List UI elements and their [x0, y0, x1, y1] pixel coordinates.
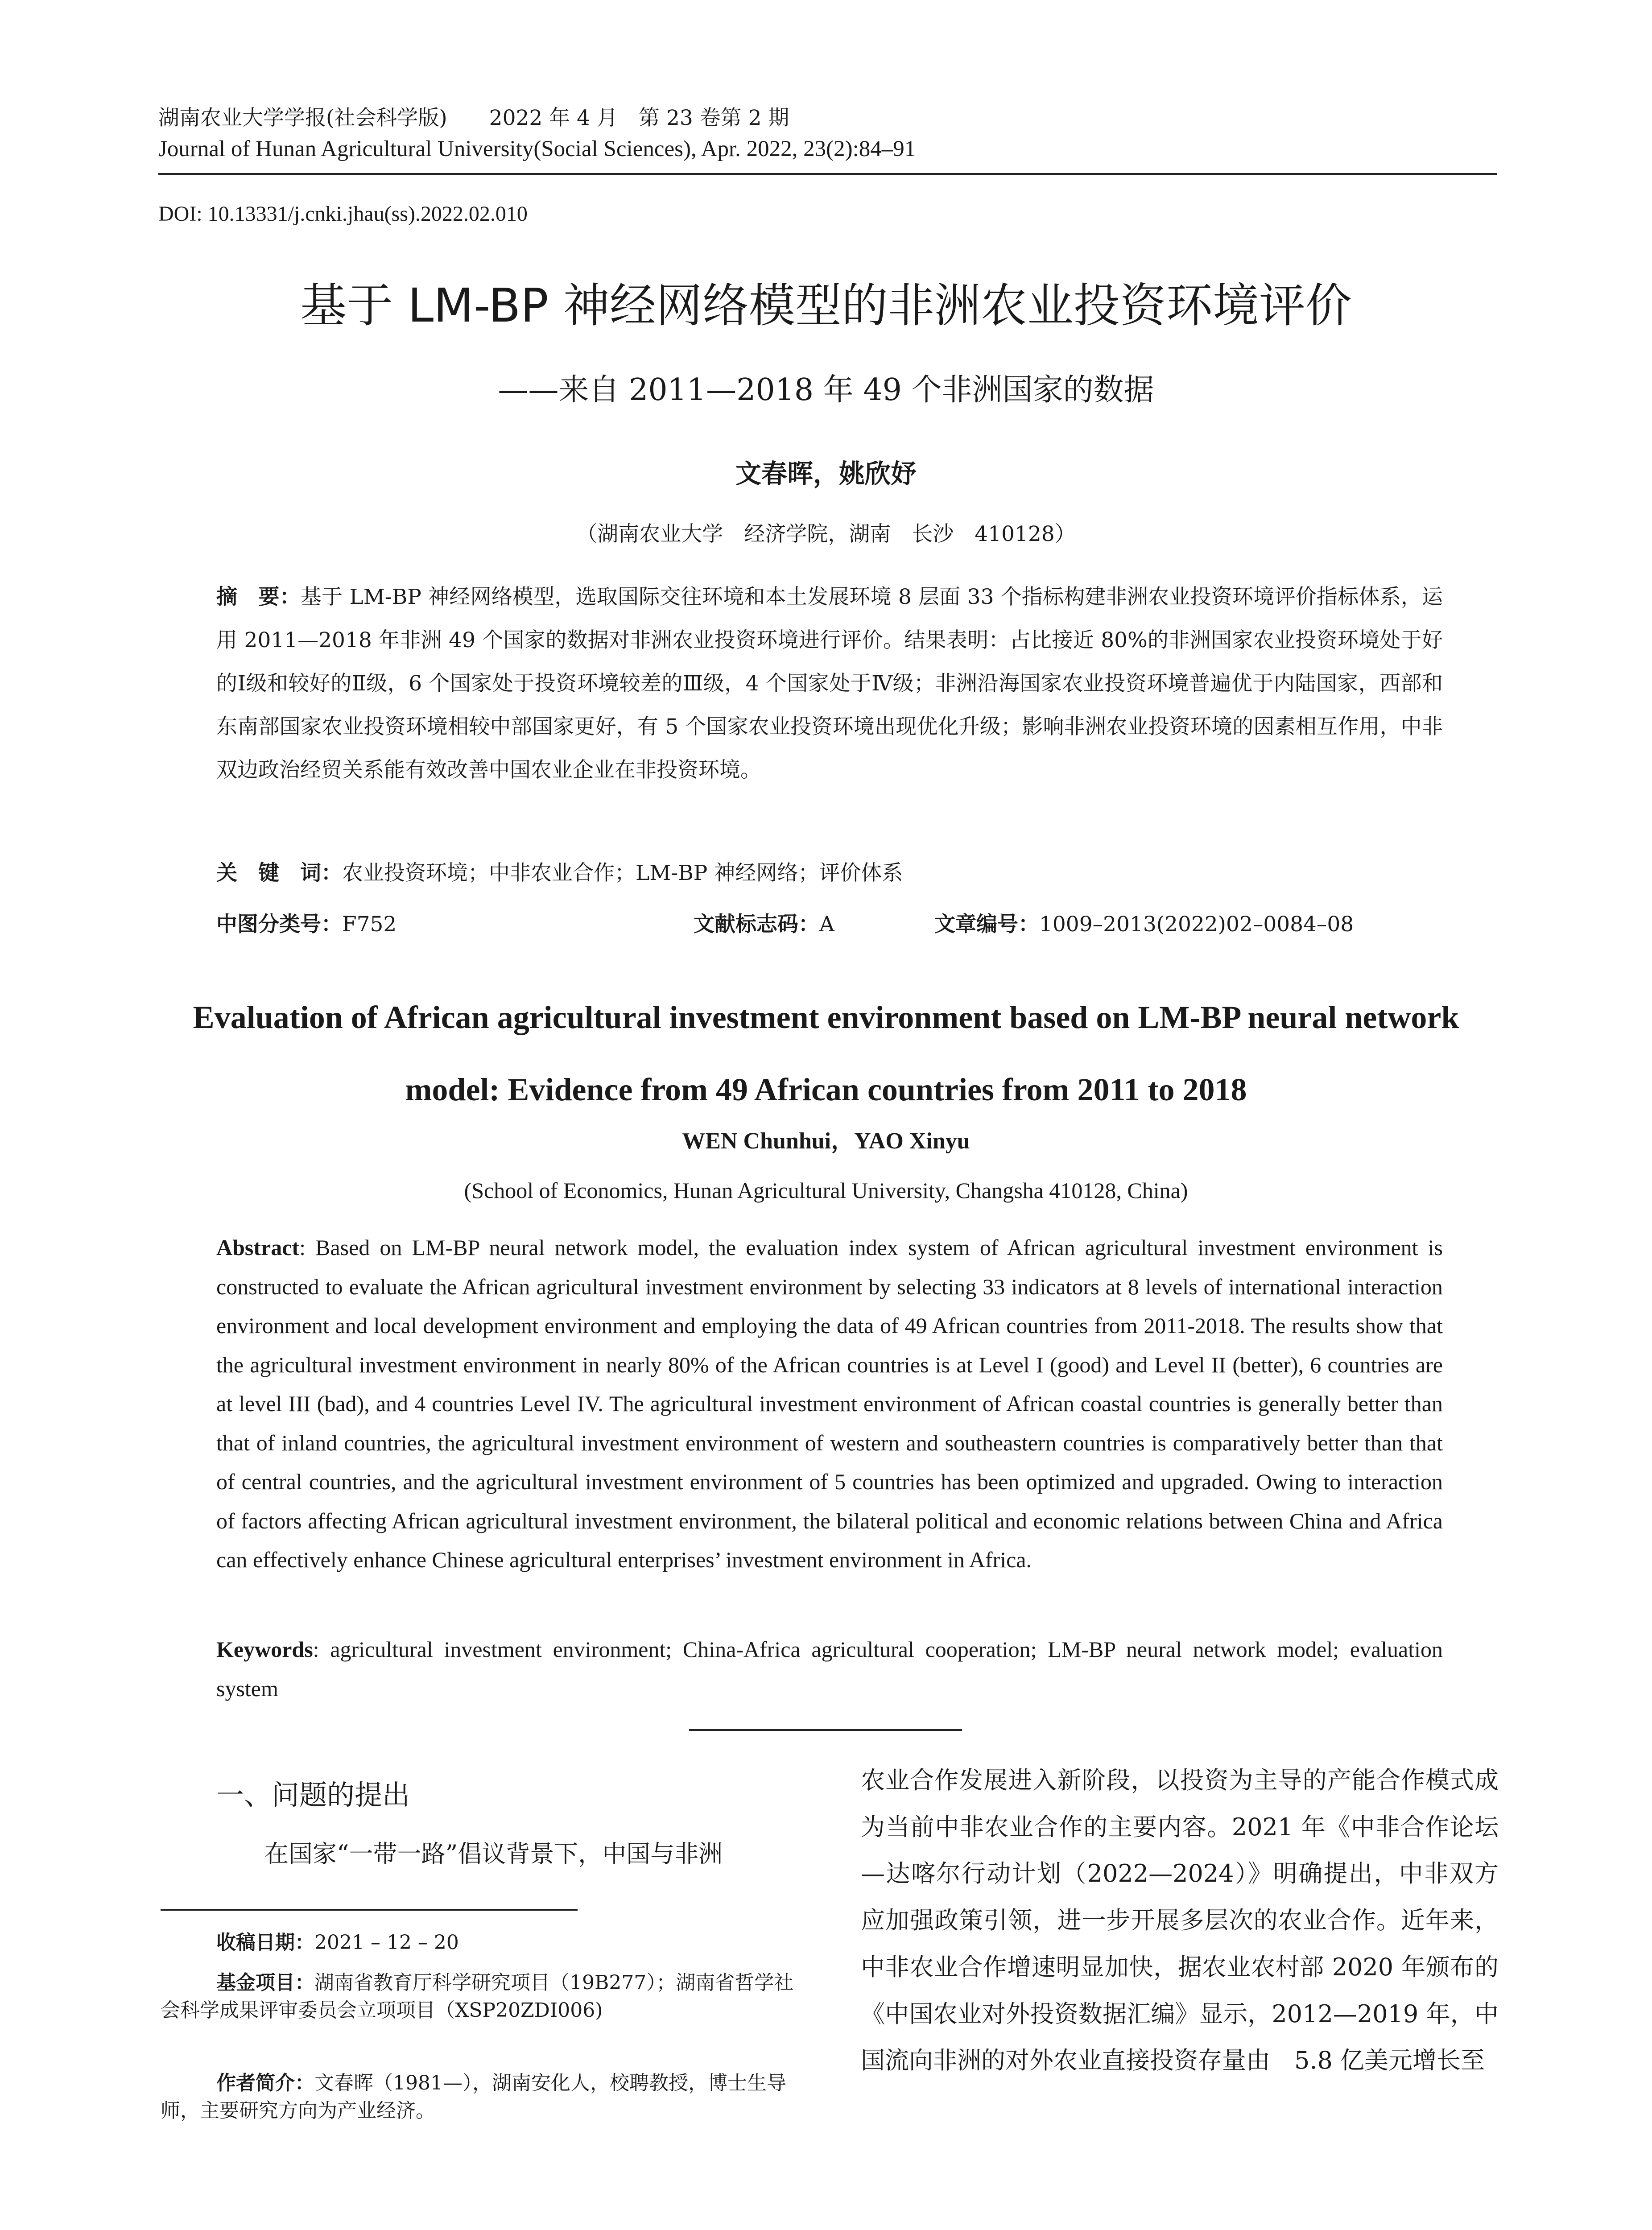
affiliation-cn: （湖南农业大学 经济学院，湖南 长沙 410128） — [576, 522, 1076, 546]
footnote-funding — [161, 1969, 803, 2024]
bio-value: 文春晖（1981—），湖南安化人，校聘教授，博士生导师，主要研究方向为产业经济。 — [161, 2072, 786, 2122]
keywords-cn-label: 关 键 词： — [216, 861, 342, 885]
fund-label: 基金项目： — [216, 1971, 314, 1994]
abstract-cn-text: 基于 LM-BP 神经网络模型，选取国际交往环境和本土发展环境 8 层面 33 个指标构建非洲农业投资环境评价指标体系，运用 2011—2018 年非洲 49 个国家的数据对非洲农业投资环境进行评价。结果表明：占比接近 80%的非洲国家农业投资环境处于好的Ⅰ级和较好的Ⅱ级，6 个国家处于投资环境较差的Ⅲ级，4 个国家处于Ⅳ级；非洲沿海国家农业投资环境普遍优于内陆国家，西部和东南部国家农业投资环境相较中部国家更好，有 5 个国家农业投资环境出现优化升级；影响非洲农业投资环境的因素相互作用，中非双边政治经贸关系能有效改善中国农业企业在非投资环境。 — [216, 585, 1443, 782]
journal-header-en: Journal of Hunan Agricultural University(Social Sciences), Apr. 2022, 23(2):84–91 — [158, 136, 916, 161]
fund-value: 湖南省教育厅科学研究项目（19B277）；湖南省哲学社会科学成果评审委员会立项项目（XSP20ZDI006) — [161, 1971, 794, 2022]
clc-value: F752 — [342, 912, 397, 937]
article-no-value: 1009–2013(2022)02–0084–08 — [1039, 912, 1354, 937]
keywords-en-text: : agricultural investment environment; China-Africa agricultural cooperation; LM-BP neural network model; evaluation system — [216, 1637, 1443, 1701]
keywords-cn — [216, 856, 903, 886]
footnote-received-date — [161, 1929, 803, 1957]
abstract-en-text: : Based on LM-BP neural network model, the evaluation index system of African agricultural investment environment is constructed to evaluate the African agricultural investment environment by selecting 33 indicators at 8 levels of international interaction environment and local development environment and employing the data of 49 African countries from 2011-2018. The results show that the agricultural investment environment in nearly 80% of the African countries is at Level I (good) and Level II (better), 6 countries are at level III (bad), and 4 countries Level IV. The agricultural investment environment of African coastal countries is generally better than that of inland countries, the agricultural investment environment of western and southeastern countries is comparatively better than that of central countries, and the agricultural investment environment of 5 countries has been optimized and upgraded. Owing to interaction of factors affecting African agricultural investment environment, the bilateral political and economic relations between China and Africa can effectively enhance Chinese agricultural enterprises’ investment environment in Africa. — [216, 1235, 1443, 1572]
paper-subtitle-cn: ——来自 2011—2018 年 49 个非洲国家的数据 — [498, 372, 1154, 408]
doc-code-value: A — [819, 912, 834, 937]
bio-label: 作者简介： — [216, 2072, 314, 2094]
article-no-label: 文章编号： — [934, 912, 1039, 937]
received-value: 2021 – 12 – 20 — [314, 1931, 459, 1954]
body-paragraph-left: 在国家“一带一路”倡议背景下，中国与非洲 — [264, 1840, 723, 1868]
footnote-divider — [161, 1909, 578, 1911]
keywords-en — [216, 1630, 1443, 1708]
paper-title-cn: 基于 LM-BP 神经网络模型的非洲农业投资环境评价 — [300, 278, 1352, 333]
document-code — [694, 908, 834, 937]
article-number — [934, 908, 1354, 937]
abstract-en — [216, 1228, 1443, 1580]
clc-label: 中图分类号： — [216, 912, 342, 937]
footnote-author-bio — [161, 2069, 803, 2125]
doi: DOI: 10.13331/j.cnki.jhau(ss).2022.02.010 — [158, 202, 528, 226]
section-heading: 一、问题的提出 — [216, 1779, 410, 1811]
abstract-en-label: Abstract — [216, 1235, 300, 1260]
header-divider — [158, 173, 1497, 175]
section-divider — [689, 1729, 962, 1731]
keywords-en-label: Keywords — [216, 1637, 313, 1662]
authors-en: WEN Chunhui，YAO Xinyu — [682, 1128, 970, 1154]
doc-code-label: 文献标志码： — [694, 912, 819, 937]
abstract-cn-label: 摘 要： — [216, 585, 301, 609]
abstract-cn — [216, 575, 1443, 792]
clc-number — [216, 908, 396, 937]
body-paragraph-right: 农业合作发展进入新阶段，以投资为主导的产能合作模式成为当前中非农业合作的主要内容。2021 年《中非合作论坛—达喀尔行动计划（2022—2024）》明确提出，中非双方应加强政策引领，进一步开展多层次的农业合作。近年来，中非农业合作增速明显加快，据农业农村部 2020 年颁布的《中国农业对外投资数据汇编》显示，2012—2019 年，中国流向非洲的对外农业直接投资存量由 5.8 亿美元增长至 — [861, 1766, 1499, 2075]
affiliation-en: (School of Economics, Hunan Agricultural University, Changsha 410128, China) — [464, 1178, 1188, 1203]
paper-title-en: Evaluation of African agricultural investment environment based on LM-BP neural network model: Evidence from 49 African countries from 2011 to 2018 — [193, 999, 1459, 1107]
received-label: 收稿日期： — [216, 1931, 314, 1954]
keywords-cn-text: 农业投资环境；中非农业合作；LM-BP 神经网络；评价体系 — [342, 861, 903, 885]
authors-cn: 文春晖，姚欣妤 — [735, 458, 917, 489]
journal-header-cn: 湖南农业大学学报(社会科学版) 2022 年 4 月 第 23 卷第 2 期 — [158, 106, 789, 130]
